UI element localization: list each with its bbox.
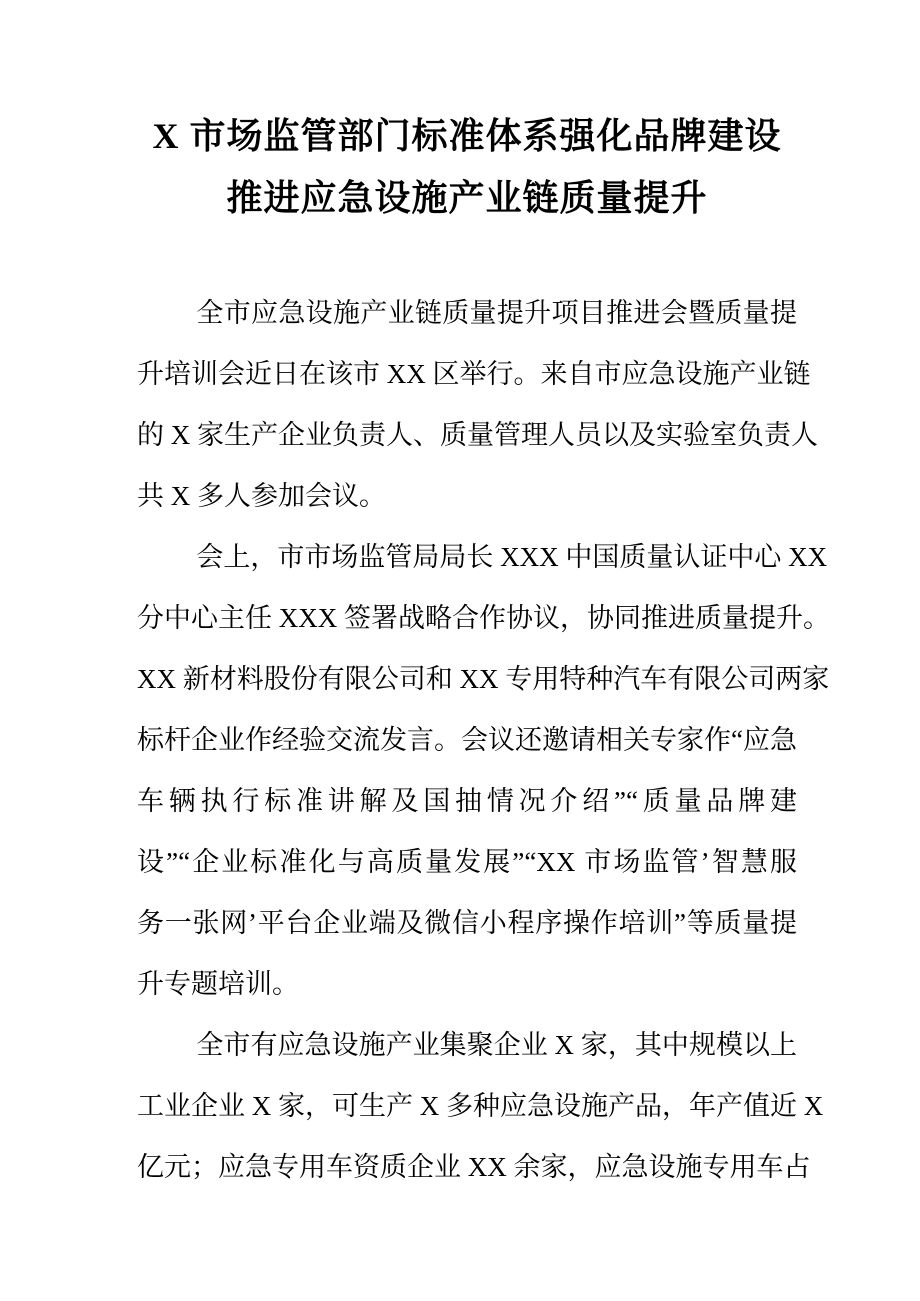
text-line: 升培训会近日在该市 XX 区举行。来自市应急设施产业链 (137, 359, 811, 389)
document-title-line-1: X 市场监管部门标准体系强化品牌建设 (152, 116, 782, 156)
document-title (137, 105, 797, 229)
text-line: 的 X 家生产企业负责人、质量管理人员以及实验室负责人 (137, 420, 818, 450)
paragraph (137, 527, 830, 1015)
text-line: XX 新材料股份有限公司和 XX 专用特种汽车有限公司两家 (137, 664, 830, 694)
text-line: 工业企业 X 家，可生产 X 多种应急设施产品，年产值近 X (137, 1091, 824, 1121)
text-line: 标杆企业作经验交流发言。会议还邀请相关专家作“应急 (137, 725, 797, 755)
paragraph (137, 283, 818, 527)
text-line: 全市有应急设施产业集聚企业 X 家，其中规模以上 (196, 1030, 797, 1060)
document-body (137, 283, 830, 1198)
text-line: 亿元；应急专用车资质企业 XX 余家，应急设施专用车占 (137, 1152, 811, 1182)
text-line: 设”“企业标准化与高质量发展”“XX 市场监管’智慧服 (137, 847, 797, 877)
text-line: 会上，市市场监管局局长 XXX 中国质量认证中心 XX (196, 542, 828, 572)
text-line: 分中心主任 XXX 签署战略合作协议，协同推进质量提升。 (137, 603, 830, 633)
paragraph (137, 1015, 824, 1198)
text-line: 共 X 多人参加会议。 (137, 481, 386, 511)
document-title-line-2: 推进应急设施产业链质量提升 (226, 178, 708, 218)
text-line: 车辆执行标准讲解及国抽情况介绍”“质量品牌建 (137, 786, 797, 816)
text-line: 升专题培训。 (137, 969, 299, 999)
text-line: 全市应急设施产业链质量提升项目推进会暨质量提 (196, 298, 797, 328)
text-line: 务一张网’平台企业端及微信小程序操作培训”等质量提 (137, 908, 797, 938)
